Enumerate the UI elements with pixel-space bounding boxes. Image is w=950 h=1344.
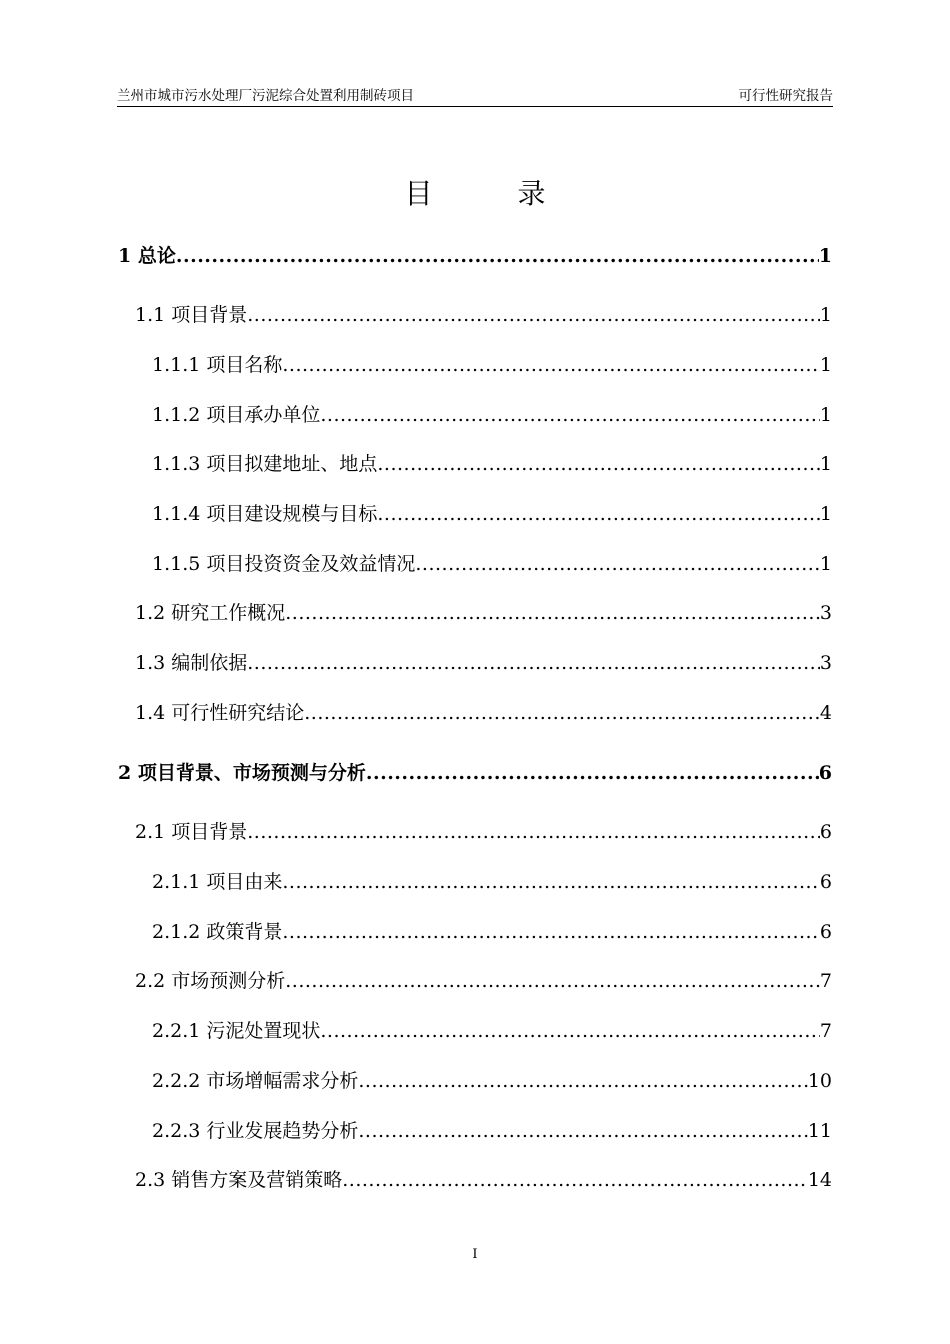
toc-entry-label: 2.1.1 项目由来 [152, 871, 283, 893]
toc-entry-label: 1.1 项目背景 [135, 304, 248, 326]
toc-entry-page: 1 [819, 354, 832, 376]
toc-entry-page: 3 [819, 652, 832, 674]
toc-entry-page: 10 [807, 1070, 832, 1092]
toc-entry-2-1[interactable] [135, 818, 832, 846]
toc-entry-label: 2.1 项目背景 [135, 821, 248, 843]
toc-leader-dots [285, 599, 820, 627]
toc-leader-dots [282, 351, 820, 379]
toc-entry-2-1-1[interactable] [152, 868, 832, 896]
header-project-title: 兰州市城市污水处理厂污泥综合处置利用制砖项目 [117, 88, 414, 104]
toc-entry-label: 2.1.2 政策背景 [152, 921, 283, 943]
toc-entry-label: 1.1.1 项目名称 [152, 354, 283, 376]
toc-entry-page: 1 [819, 404, 832, 426]
toc-entry-1-1-4[interactable] [152, 500, 832, 528]
toc-entry-page: 1 [818, 245, 832, 267]
toc-entry-1-1-1[interactable] [152, 351, 832, 379]
toc-entry-page: 3 [819, 602, 832, 624]
toc-entry-label: 1.3 编制依据 [135, 652, 248, 674]
toc-entry-page: 1 [819, 304, 832, 326]
header-report-type: 可行性研究报告 [738, 88, 833, 104]
toc-entry-2-2-1[interactable] [152, 1017, 832, 1045]
toc-leader-dots [377, 450, 820, 478]
toc-leader-dots [320, 1017, 820, 1045]
running-header [117, 86, 833, 107]
toc-entry-label: 1 总论 [118, 245, 176, 267]
toc-entry-label: 2.2.3 行业发展趋势分析 [152, 1120, 359, 1142]
toc-entry-page: 1 [819, 453, 832, 475]
toc-entry-label: 1.1.2 项目承办单位 [152, 404, 321, 426]
toc-leader-dots [247, 818, 820, 846]
toc-leader-dots [320, 401, 820, 429]
toc-leader-dots [304, 699, 820, 727]
toc-entry-page: 7 [819, 970, 832, 992]
toc-entry-label: 2.2 市场预测分析 [135, 970, 286, 992]
toc-entry-2[interactable] [118, 759, 832, 787]
toc-entry-label: 1.1.3 项目拟建地址、地点 [152, 453, 378, 475]
toc-entry-page: 1 [819, 553, 832, 575]
toc-leader-dots [285, 967, 820, 995]
toc-entry-page: 14 [807, 1169, 832, 1191]
toc-entry-2-2-3[interactable] [152, 1117, 832, 1145]
toc-leader-dots [366, 759, 819, 787]
toc-entry-label: 2 项目背景、市场预测与分析 [118, 762, 366, 784]
toc-entry-1-2[interactable] [135, 599, 832, 627]
toc-leader-dots [358, 1067, 807, 1095]
toc-entry-page: 11 [807, 1120, 832, 1142]
toc-entry-page: 4 [819, 702, 832, 724]
toc-entry-1-1-2[interactable] [152, 401, 832, 429]
toc-entry-page: 7 [819, 1020, 832, 1042]
toc-entry-label: 1.1.4 项目建设规模与目标 [152, 503, 378, 525]
toc-entry-label: 1.2 研究工作概况 [135, 602, 286, 624]
toc-leader-dots [176, 242, 819, 270]
toc-entry-2-2-2[interactable] [152, 1067, 832, 1095]
toc-entry-page: 6 [819, 821, 832, 843]
toc-leader-dots [247, 649, 820, 677]
toc-leader-dots [282, 918, 820, 946]
toc-entry-page: 6 [819, 921, 832, 943]
toc-entry-1-3[interactable] [135, 649, 832, 677]
toc-leader-dots [342, 1166, 808, 1194]
toc-entry-2-3[interactable] [135, 1166, 832, 1194]
toc-leader-dots [282, 868, 820, 896]
toc-entry-page: 6 [818, 762, 832, 784]
toc-leader-dots [377, 500, 820, 528]
page-number-footer: I [472, 1247, 478, 1262]
toc-leader-dots [358, 1117, 807, 1145]
toc-entry-1-4[interactable] [135, 699, 832, 727]
toc-entry-label: 1.1.5 项目投资资金及效益情况 [152, 553, 416, 575]
toc-entry-1[interactable] [118, 242, 832, 270]
toc-entry-2-1-2[interactable] [152, 918, 832, 946]
toc-heading: 目 录 [404, 177, 584, 210]
toc-entry-1-1[interactable] [135, 301, 832, 329]
toc-entry-1-1-5[interactable] [152, 550, 832, 578]
toc-entry-page: 6 [819, 871, 832, 893]
toc-leader-dots [415, 550, 820, 578]
toc-leader-dots [247, 301, 820, 329]
toc-entry-1-1-3[interactable] [152, 450, 832, 478]
toc-entry-label: 2.3 销售方案及营销策略 [135, 1169, 343, 1191]
toc-entry-label: 2.2.1 污泥处置现状 [152, 1020, 321, 1042]
toc-entry-label: 2.2.2 市场增幅需求分析 [152, 1070, 359, 1092]
toc-entry-2-2[interactable] [135, 967, 832, 995]
toc-entry-label: 1.4 可行性研究结论 [135, 702, 305, 724]
toc-entry-page: 1 [819, 503, 832, 525]
